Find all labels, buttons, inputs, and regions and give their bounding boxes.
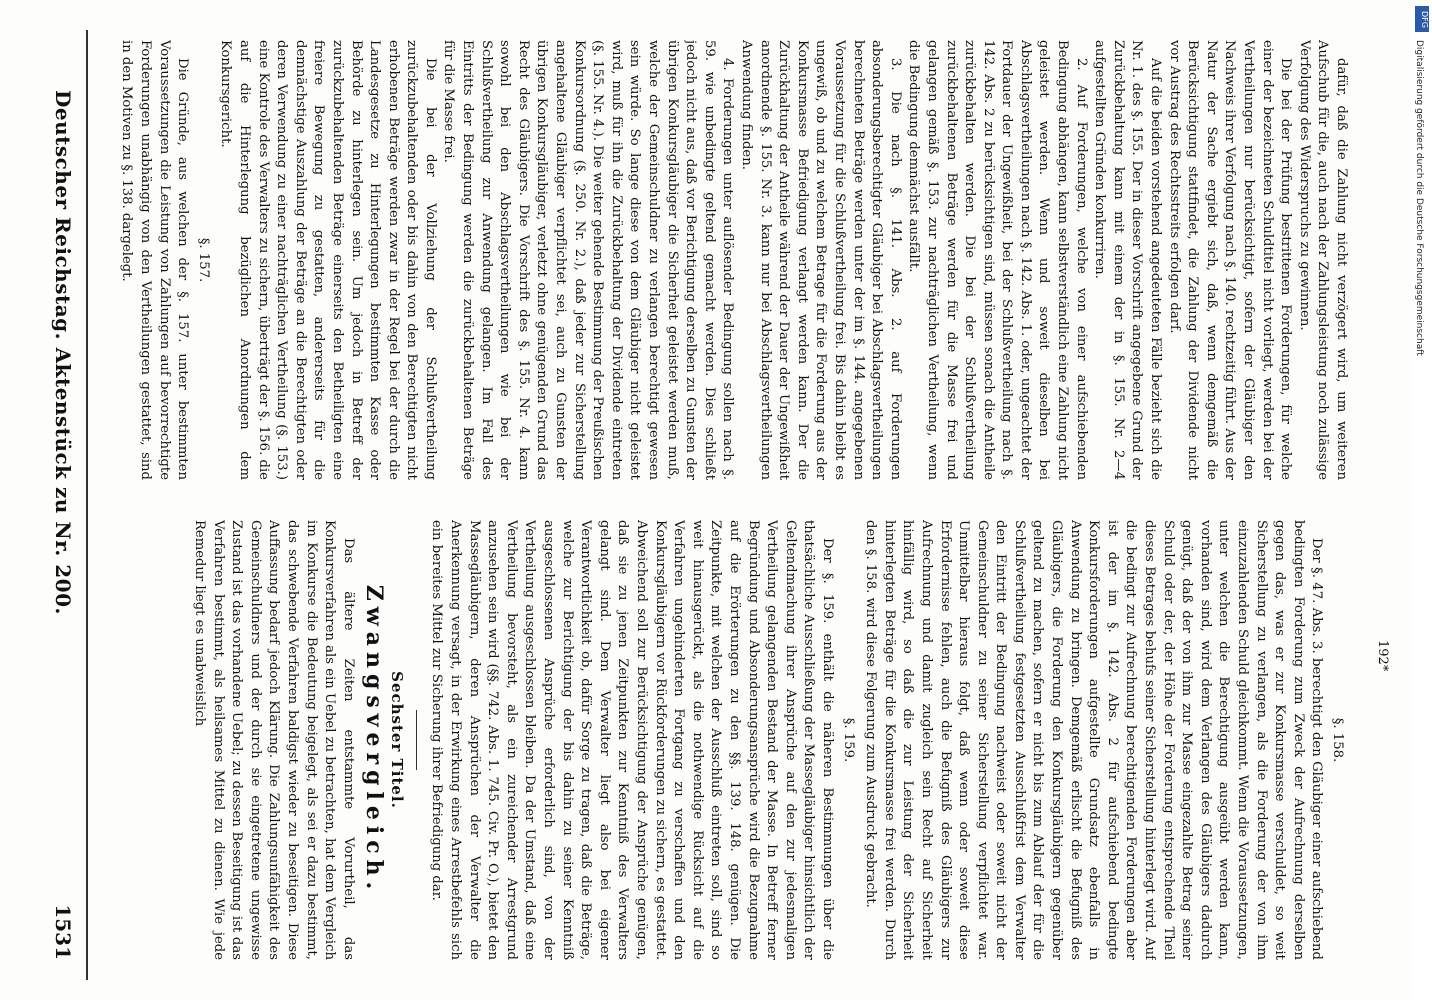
title-heading: Zwangsvergleich. [361, 584, 388, 896]
paragraph: Der §. 159. enthält die näheren Bestimmungen über die thatsächliche Ausschließung der Massegläubiger hinsichtlich der Geltendmachung ihrer Ansprüche auf den zur jedesmaligen Vertheilung gelangenden Bestand der Masse. In Betreff ferner Begründung und Absonderungsansprüche wird die Bezugnahme auf die Erörterungen zu den §§. 139. 148. genügen. Die Zeitpunkte, mit welchen der Ausschluß eintreten soll, sind so weit hinausgerückt, als die nothwendige Rücksicht auf die Verfahren ungehinderten Fortgang zu verschaffen und den Konkursgläubigern vor Rückforderungen zu sichern, es gestattet. Abweichend soll zur Berücksichtigung der Ansprüche genügen, daß sie zu jenen Zeitpunkten zur Kenntniß des Verwalters gelangt sind. Dem Verwalter liegt also bei eigener Verantwortlichkeit ob, dafür Sorge zu tragen, daß die Beträge, welche zur Berichtigung der bis dahin zu seiner Kenntniß ausgeschlossenen Ansprüche erforderlich sind, von der Vertheilung ausgeschlossen bleiben. Da der Umstand, daß eine Vertheilung bevorsteht, als ein zureichender Arrestgrund anzusehen sein wird (§§. 742. Abs. 1. 745. Civ. Pr. O.), bietet den Massegläubigern, deren Ansprüchen der Verwalter die Anerkennung versagt, in der Erwirkung eines Arrestbefehls sich ein bereites Mittel zur Sicherung ihrer Befriedigung dar. [429, 520, 835, 960]
section-rule [416, 710, 417, 770]
title-number: Sechster Titel. [387, 671, 406, 809]
section-heading: §. 158. [1330, 717, 1345, 763]
paragraph: 2. Auf Forderungen, welche von einer aufschiebenden Bedingung abhängen, kann selbstverständlich eine Zahlung nicht geleistet werden. Wenn und soweit dieselben bei Abschlagsvertheilungen nach §. 142. Abs. 1. oder, ungeachtet der Fortdauer der Ungewißheit, bei der Schlußvertheilung nach §. 142. Abs. 2 zu berücksichtigen sind, müssen sonach die Antheile zurückbehalten werden. Die bei der Schlußvertheilung zurückbehaltenen Beträge werden für die Masse frei und gelangen gemäß §. 153. zur nachträglichen Vertheilung, wenn die Bedingung demnächst ausfällt. [906, 40, 1089, 480]
paragraph: Der §. 47. Abs. 3. berechtigt den Gläubiger einer aufschiebend bedingten Forderung zum Zweck der Aufrechnung derselben gegen das, was er zur Konkursmasse verschuldet, so weit Sicherstellung zu verlangen, als die Forderung der von ihm einzuzahlenden Schuld gleichkommt. Wenn die Voraussetzungen, unter welchen die Berechtigung ausgeübt werden kann, vorhanden sind, wird dem Verlangen des Gläubigers dadurch genügt, daß der von ihm zur Masse eingezahlte Betrag seiner Schuld oder der, der Höhe der Forderung entsprechende Theil dieses Betrages behufs seiner Sicherstellung hinterlegt wird. Auf die bedingt zur Aufrechnung berechtigenden Forderungen aber ist der im §. 142. Abs. 2 für aufschiebend bedingte Konkursforderungen aufgestellte Grundsatz ebenfalls in Anwendung zu bringen. Demgemäß erlischt die Befugniß des Gläubigers, die Forderung den Konkursgläubigern gegenüber geltend zu machen, sofern er nicht bis zum Ablauf der für die Schlußvertheilung festgesetzten Ausschlußfrist dem Verwalter den Eintritt der Bedingung nachweist oder soweit nicht der Gemeinschuldner zu seiner Sicherstellung verpflichtet war. Unmittelbar hieraus folgt, daß wenn oder soweit diese Erfordernisse fehlen, auch die Befugniß des Gläubigers zur Aufrechnung und damit zugleich sein Recht auf Sicherheit hinfällig wird, so daß die zur Leistung der Sicherheit hinterlegten Beträge für die Konkursmasse frei werden. Durch den §. 158. wird diese Folgerung zum Ausdruck gebracht. [863, 520, 1325, 960]
paragraph: 3. Die nach §. 141. Abs. 2. auf Forderungen absonderungsberechtigter Gläubiger bei Abschlagsvertheilungen berechneten Beträge werden unter der im §. 144. angegebenen Voraussetzung für die Schlußvertheilung frei. Bis dahin bleibt es ungewiß, ob und zu welchem Betrage für die Forderung aus der Konkursmasse Befriedigung verlangt werden kann. Der die Zurückhaltung der Antheile während der Dauer der Ungewißheit anordnende §. 155. Nr. 3. kann nur bei Abschlagsvertheilungen Anwendung finden. [739, 40, 903, 480]
section-heading: §. 157. [195, 237, 211, 283]
running-title: Deutscher Reichstag. Aktenstück zu Nr. 200. [51, 90, 75, 615]
header-rule [86, 30, 88, 980]
paragraph: Das ältere Zeiten entstammte Vorurtheil, das Konkursverfahren als ein Uebel zu betrachten, hat dem Vergleich im Konkurse die Bedeutung beigelegt, als sei er dazu bestimmt, das schwebende Verfahren baldigst wieder zu beseitigen. Diese Auffassung bedarf jedoch Klärung. Die Zahlungsunfähigkeit des Gemeinschuldners und der durch sie eingetretene ungewisse Zustand ist das vorhandene Uebel; zu dessen Beseitigung ist das Verfahren bestimmt, als heilsames Mittel zu dienen. Wie jede Remedur liegt es unabweislich [191, 520, 356, 960]
section-heading: §. 159. [840, 717, 856, 763]
dfg-logo: DFG [1415, 6, 1429, 32]
paragraph: Die Gründe, aus welchen der §. 157. unter bestimmten Voraussetzungen die Leistung von Zahlungen auf bevorrechtigte Forderungen unabhängig von den Vertheilungen gestattet, sind in den Motiven zu §. 138. dargelegt. [119, 40, 191, 480]
text-column-right [95, 520, 1350, 960]
paragraph: Die bei der Prüfung bestrittenen Forderungen, für welche einer der bezeichneten Schuldtitel nicht vorliegt, werden bei der Vertheilungen nur berücksichtigt, sofern der Gläubiger den Nachweis ihrer Verfolgung nach §. 140. rechtzeitig führt. Aus der Natur der Sache ergiebt sich, daß, wenn demgemäß die Berücksichtigung stattfindet, die Zahlung der Dividende nicht vor Austrag des Rechtsstreits erfolgen darf. [1166, 40, 1294, 480]
text-column-left [95, 40, 1350, 480]
paragraph: Auf die beiden vorstehend angedeuteten Fälle bezieht sich die Nr. 1. des §. 155. Der in dieser Vorschrift angegebene Grund der Zurückbehaltung kann mit einem der in §. 155. Nr. 2—4 aufgestellten Gründen konkurriren. [1092, 40, 1164, 480]
paragraph: 4. Forderungen unter auflösender Bedingung sollen nach §. 59. wie unbedingte geltend gemacht werden. Dies schließt jedoch nicht aus, daß vor Berichtigung derselben zu Gunsten der übrigen Konkursgläubiger die Sicherheit geleistet werden muß, welche der Gemeinschuldner zu verlangen berechtigt gewesen sein würde. So lange diese von dem Gläubiger nicht geleistet wird, muß für ihn die Zurückbehaltung der Dividende eintreten (§. 155. Nr. 4.). Die weiter gehende Bestimmung der Preußischen Konkursordnung (§. 250. Nr. 2.), daß jeder zur Sicherstellung angehaltene Gläubiger verpflichtet sei, auch zu Gunsten der übrigen Konkursgläubiger, verletzt ohne genügenden Grund das Recht des Gläubigers. Die Vorschrift des §. 155. Nr. 4. kann sowohl bei den Abschlagsvertheilungen wie bei der Schlußvertheilung zur Anwendung gelangen. Im Fall des Eintritts der Bedingung werden die zurückbehaltenen Beträge für die Masse frei. [441, 40, 736, 480]
digitization-credit: Digitalisierung gefördert durch die Deutsche Forschungsgemeinschaft [1414, 40, 1424, 356]
sheet-signature: 192* [1375, 640, 1390, 672]
paragraph: Die bei der Vollziehung der Schlußvertheilung zurückzubehaltenden oder bis dahin von den Berechtigten nicht erhobenen Beträge werden zwar in der Regel bei der durch die Landesgesetze zu Hinterlegungen bestimmten Kasse oder Behörde zu hinterlegen sein. Um jedoch in Betreff der zurückzubehaltenden Beträge einerseits den Betheiligten eine freiere Bewegung zu gestatten, andererseits für die demnächstige Auszahlung der Beträge an die Berechtigten oder deren Verwendung zu einer nachträglichen Vertheilung (§. 153.) eine Kontrole des Verwalters zu sichern, überträgt der §. 156. die auf die Hinterlegung bezüglichen Anordnungen dem Konkursgericht. [218, 40, 438, 480]
page-header [40, 50, 80, 980]
page-number: 1531 [51, 904, 75, 960]
paragraph: dafür, daß die Zahlung nicht verzögert wird, um weiteren Aufschub für die, auch nach der Zahlungsleistung noch zulässige Verfolgung des Widerspruchs zu gewinnen. [1296, 40, 1349, 480]
digitization-sidebar [1412, 0, 1432, 1000]
